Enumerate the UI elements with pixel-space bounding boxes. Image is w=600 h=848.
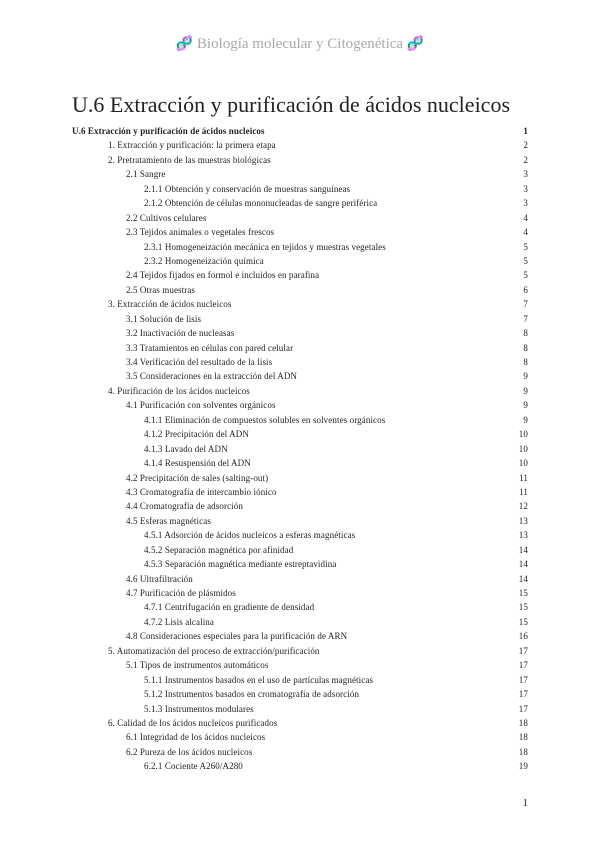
toc-entry[interactable] — [72, 326, 528, 340]
toc-entry[interactable] — [72, 283, 528, 297]
toc-entry-title: 3.3 Tratamientos en células con pared celular — [126, 342, 294, 353]
toc-entry-title: 4.1.3 Lavado del ADN — [144, 443, 228, 454]
toc-entry-title: 4.7.2 Lisis alcalina — [144, 616, 214, 627]
toc-entry-page: 4 — [523, 227, 528, 238]
toc-entry-page: 15 — [518, 602, 528, 613]
toc-entry-page: 8 — [523, 328, 528, 339]
toc-entry-title: 4.7 Purificación de plásmidos — [126, 588, 236, 598]
toc-entry-title: 3. Extracción de ácidos nucleicos — [108, 299, 232, 310]
toc-entry-page: 5 — [523, 255, 528, 266]
toc-entry-title: 6.2 Pureza de los ácidos nucleicos — [126, 746, 253, 757]
toc-entry-page: 15 — [518, 588, 528, 598]
toc-entry-page: 18 — [518, 746, 528, 757]
toc-entry-page: 14 — [518, 573, 528, 584]
toc-entry[interactable] — [72, 687, 528, 701]
toc-entry[interactable] — [72, 384, 528, 398]
toc-entry-title: 2. Pretratamiento de las muestras biológicas — [108, 154, 271, 165]
toc-entry-page: 13 — [518, 530, 528, 541]
toc-entry[interactable] — [72, 745, 528, 759]
toc-entry-page: 9 — [523, 414, 528, 425]
toc-entry-page: 18 — [518, 717, 528, 728]
toc-entry-page: 16 — [518, 631, 528, 642]
toc-entry[interactable] — [72, 471, 528, 485]
toc-entry[interactable] — [72, 629, 528, 643]
toc-entry[interactable] — [72, 499, 528, 513]
toc-entry[interactable] — [72, 456, 528, 470]
toc-entry[interactable] — [72, 369, 528, 383]
toc-entry-page: 3 — [523, 183, 528, 194]
toc-entry-page: 8 — [523, 342, 528, 353]
toc-entry-title: 2.4 Tejidos fijados en formol e incluidos en parafina — [126, 270, 320, 281]
toc-entry-page: 1 — [523, 126, 528, 136]
toc-entry-page: 10 — [518, 429, 528, 440]
toc-entry-page: 14 — [518, 544, 528, 555]
toc-entry-page: 7 — [523, 313, 528, 324]
toc-entry-title: 3.4 Verificación del resultado de la lisis — [126, 357, 273, 367]
toc-entry-page: 11 — [519, 486, 528, 497]
toc-entry[interactable] — [72, 644, 528, 658]
toc-entry-page: 3 — [523, 198, 528, 209]
toc-entry[interactable] — [72, 182, 528, 196]
toc-entry-title: 4.6 Ultrafiltración — [126, 573, 193, 584]
toc-entry[interactable] — [72, 600, 528, 614]
dna-icon: 🧬 — [175, 37, 194, 52]
toc-entry-page: 17 — [518, 689, 528, 700]
toc-entry-page: 5 — [523, 270, 528, 281]
toc-entry[interactable] — [72, 312, 528, 326]
toc-entry[interactable] — [72, 730, 528, 744]
toc-entry-title: 5.1.2 Instrumentos basados en cromatografía de adsorción — [144, 689, 360, 700]
toc-entry-page: 19 — [518, 761, 528, 772]
toc-entry-page: 9 — [523, 371, 528, 382]
toc-entry-page: 14 — [518, 559, 528, 570]
toc-entry-page: 17 — [518, 674, 528, 685]
toc-entry[interactable] — [72, 716, 528, 730]
toc-entry-page: 5 — [523, 241, 528, 252]
document-header — [0, 36, 600, 53]
toc-entry[interactable] — [72, 153, 528, 167]
toc-entry[interactable] — [72, 514, 528, 528]
toc-entry-title: 4.8 Consideraciones especiales para la purificación de ARN — [126, 631, 348, 642]
toc-entry[interactable] — [72, 167, 528, 181]
toc-entry[interactable] — [72, 543, 528, 557]
toc-entry-title: 2.1.1 Obtención y conservación de muestras sanguíneas — [144, 183, 351, 194]
toc-entry-title: 3.5 Consideraciones en la extracción del ADN — [126, 371, 298, 382]
toc-entry-title: 2.3.1 Homogeneización mecánica en tejidos y muestras vegetales — [144, 241, 386, 252]
toc-entry[interactable] — [72, 225, 528, 239]
toc-entry[interactable] — [72, 124, 528, 138]
toc-entry-page: 17 — [518, 660, 528, 671]
toc-entry-title: 2.5 Otras muestras — [126, 284, 196, 295]
toc-entry-title: 3.1 Solución de lisis — [126, 313, 202, 324]
toc-entry-page: 12 — [518, 501, 528, 512]
toc-entry-title: 3.2 Inactivación de nucleasas — [126, 328, 235, 339]
toc-entry-title: 2.3 Tejidos animales o vegetales frescos — [126, 227, 275, 238]
toc-entry-title: 4. Purificación de los ácidos nucleicos — [108, 385, 250, 396]
page-number: 1 — [522, 797, 528, 809]
toc-entry-page: 6 — [523, 284, 528, 295]
page-title: U.6 Extracción y purificación de ácidos nucleicos — [72, 92, 511, 117]
toc-entry-page: 8 — [523, 357, 528, 367]
toc-entry[interactable] — [72, 586, 528, 600]
toc-entry-page: 9 — [523, 385, 528, 396]
header-text: Biología molecular y Citogenética — [196, 36, 404, 52]
toc-entry[interactable] — [72, 557, 528, 571]
toc-entry-page: 2 — [523, 154, 528, 165]
toc-entry[interactable] — [72, 615, 528, 629]
toc-entry[interactable] — [72, 355, 528, 369]
toc-entry-title: 5.1.3 Instrumentos modulares — [144, 703, 254, 714]
toc-entry-title: 4.5 Esferas magnéticas — [126, 515, 211, 526]
toc-entry-page: 10 — [518, 458, 528, 469]
toc-entry-title: 4.2 Precipitación de sales (salting-out) — [126, 472, 269, 483]
toc-entry-title: 1. Extracción y purificación: la primera etapa — [108, 140, 276, 151]
toc-entry-title: U.6 Extracción y purificación de ácidos nucleicos — [72, 126, 265, 136]
toc-entry-page: 17 — [518, 645, 528, 656]
toc-entry-title: 4.5.1 Adsorción de ácidos nucleicos a esferas magnéticas — [144, 530, 356, 541]
table-of-contents — [72, 124, 528, 774]
toc-entry[interactable] — [72, 442, 528, 456]
toc-entry[interactable] — [72, 297, 528, 311]
toc-entry[interactable] — [72, 759, 528, 773]
toc-entry-title: 2.2 Cultivos celulares — [126, 212, 207, 223]
toc-entry-title: 4.1 Purificación con solventes orgánicos — [126, 400, 276, 411]
toc-entry[interactable] — [72, 254, 528, 268]
toc-entry-title: 2.3.2 Homogeneización química — [144, 255, 264, 266]
toc-entry[interactable] — [72, 138, 528, 152]
toc-entry-page: 13 — [518, 515, 528, 526]
toc-entry[interactable] — [72, 572, 528, 586]
toc-entry-title: 4.4 Cromatografía de adsorción — [126, 501, 243, 512]
toc-entry-title: 4.5.3 Separación magnética mediante estreptavidina — [144, 559, 337, 570]
toc-entry-page: 3 — [523, 169, 528, 180]
toc-entry-page: 2 — [523, 140, 528, 151]
toc-entry-title: 4.5.2 Separación magnética por afinidad — [144, 544, 294, 555]
toc-entry[interactable] — [72, 702, 528, 716]
toc-entry[interactable] — [72, 427, 528, 441]
toc-entry-title: 4.7.1 Centrifugación en gradiente de densidad — [144, 602, 315, 613]
toc-entry[interactable] — [72, 673, 528, 687]
toc-entry[interactable] — [72, 658, 528, 672]
dna-icon: 🧬 — [406, 37, 425, 52]
toc-entry[interactable] — [72, 413, 528, 427]
toc-entry-title: 6. Calidad de los ácidos nucleicos purificados — [108, 717, 278, 728]
toc-entry-title: 6.1 Integridad de los ácidos nucleicos — [126, 732, 266, 743]
toc-entry[interactable] — [72, 211, 528, 225]
toc-entry-title: 4.1.2 Precipitación del ADN — [144, 429, 249, 440]
toc-entry-page: 18 — [518, 732, 528, 743]
toc-entry[interactable] — [72, 268, 528, 282]
toc-entry-title: 5.1 Tipos de instrumentos automáticos — [126, 660, 269, 671]
toc-entry-title: 5.1.1 Instrumentos basados en el uso de partículas magnéticas — [144, 674, 374, 685]
toc-entry-title: 6.2.1 Cociente A260/A280 — [144, 761, 243, 772]
toc-entry[interactable] — [72, 398, 528, 412]
toc-entry[interactable] — [72, 485, 528, 499]
toc-entry-title: 4.1.1 Eliminación de compuestos solubles en solventes orgánicos — [144, 414, 386, 425]
toc-entry-page: 10 — [518, 443, 528, 454]
toc-entry[interactable] — [72, 528, 528, 542]
toc-entry-page: 17 — [518, 703, 528, 714]
toc-entry-title: 5. Automatización del proceso de extracción/purificación — [108, 645, 320, 656]
toc-entry-page: 4 — [523, 212, 528, 223]
toc-entry-title: 2.1 Sangre — [126, 169, 166, 180]
toc-entry-page: 7 — [523, 299, 528, 310]
toc-entry-title: 4.1.4 Resuspensión del ADN — [144, 458, 251, 469]
toc-entry[interactable] — [72, 196, 528, 210]
toc-entry[interactable] — [72, 240, 528, 254]
toc-entry-page: 11 — [519, 472, 528, 483]
toc-entry[interactable] — [72, 341, 528, 355]
toc-entry-title: 2.1.2 Obtención de células mononucleadas de sangre periférica — [144, 198, 378, 209]
toc-entry-page: 9 — [523, 400, 528, 411]
toc-entry-page: 15 — [518, 616, 528, 627]
toc-entry-title: 4.3 Cromatografía de intercambio iónico — [126, 486, 277, 497]
